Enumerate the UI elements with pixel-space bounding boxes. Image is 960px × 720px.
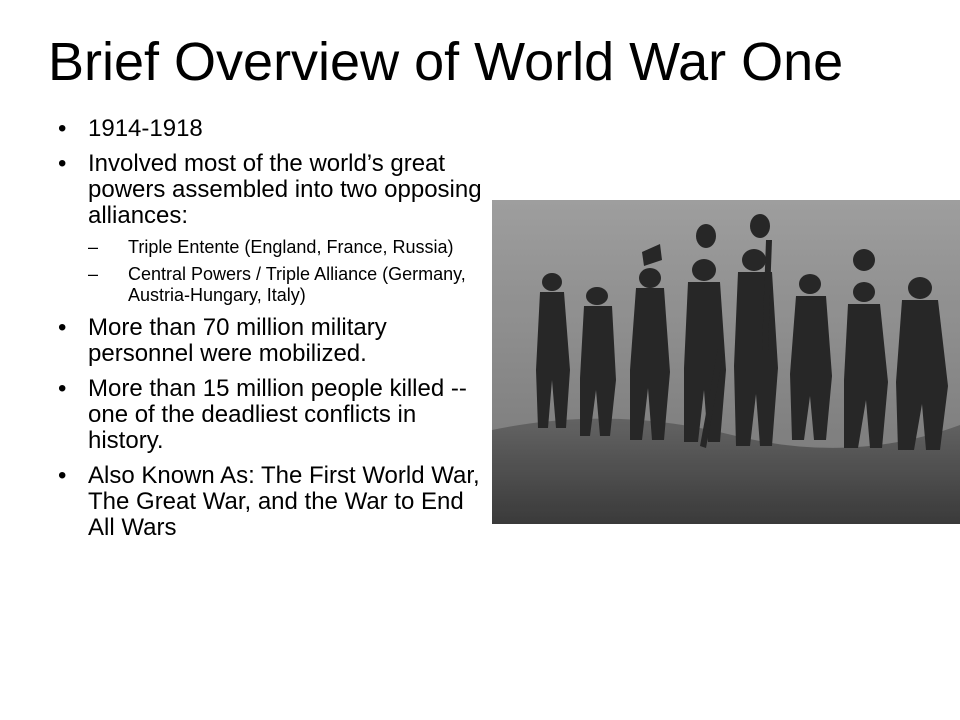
soldiers-marching-photo [492, 200, 960, 524]
bullet-item [48, 315, 484, 367]
bullet-marker: • [58, 150, 67, 177]
sub-bullet-list [88, 237, 484, 306]
sub-bullet-text: Triple Entente (England, France, Russia) [128, 237, 454, 257]
bullet-text: More than 15 million people killed -- one of the deadliest conflicts in history. [88, 375, 467, 454]
sub-bullet-marker: – [88, 237, 99, 257]
bullet-text: Also Known As: The First World War, The Great War, and the War to End All Wars [88, 462, 480, 541]
bullet-text: More than 70 million military personnel were mobilized. [88, 314, 387, 367]
photo-grain-overlay [492, 200, 960, 524]
bullet-item [48, 376, 484, 454]
bullet-text: Involved most of the world’s great powers assembled into two opposing alliances: [88, 150, 482, 229]
bullet-list-container [48, 116, 484, 550]
sub-bullet-item [88, 237, 484, 258]
bullet-list [48, 116, 484, 541]
bullet-item [48, 116, 484, 142]
bullet-marker: • [58, 462, 67, 489]
bullet-marker: • [58, 314, 67, 341]
photo-illustration [492, 200, 960, 524]
bullet-marker: • [58, 115, 67, 142]
bullet-text: 1914-1918 [88, 115, 203, 142]
bullet-item [48, 151, 484, 306]
slide-title: Brief Overview of World War One [48, 32, 844, 92]
bullet-item [48, 463, 484, 541]
sub-bullet-marker: – [88, 264, 99, 284]
sub-bullet-item [88, 264, 484, 306]
sub-bullet-text: Central Powers / Triple Alliance (Germany, Austria-Hungary, Italy) [128, 264, 466, 305]
bullet-marker: • [58, 375, 67, 402]
